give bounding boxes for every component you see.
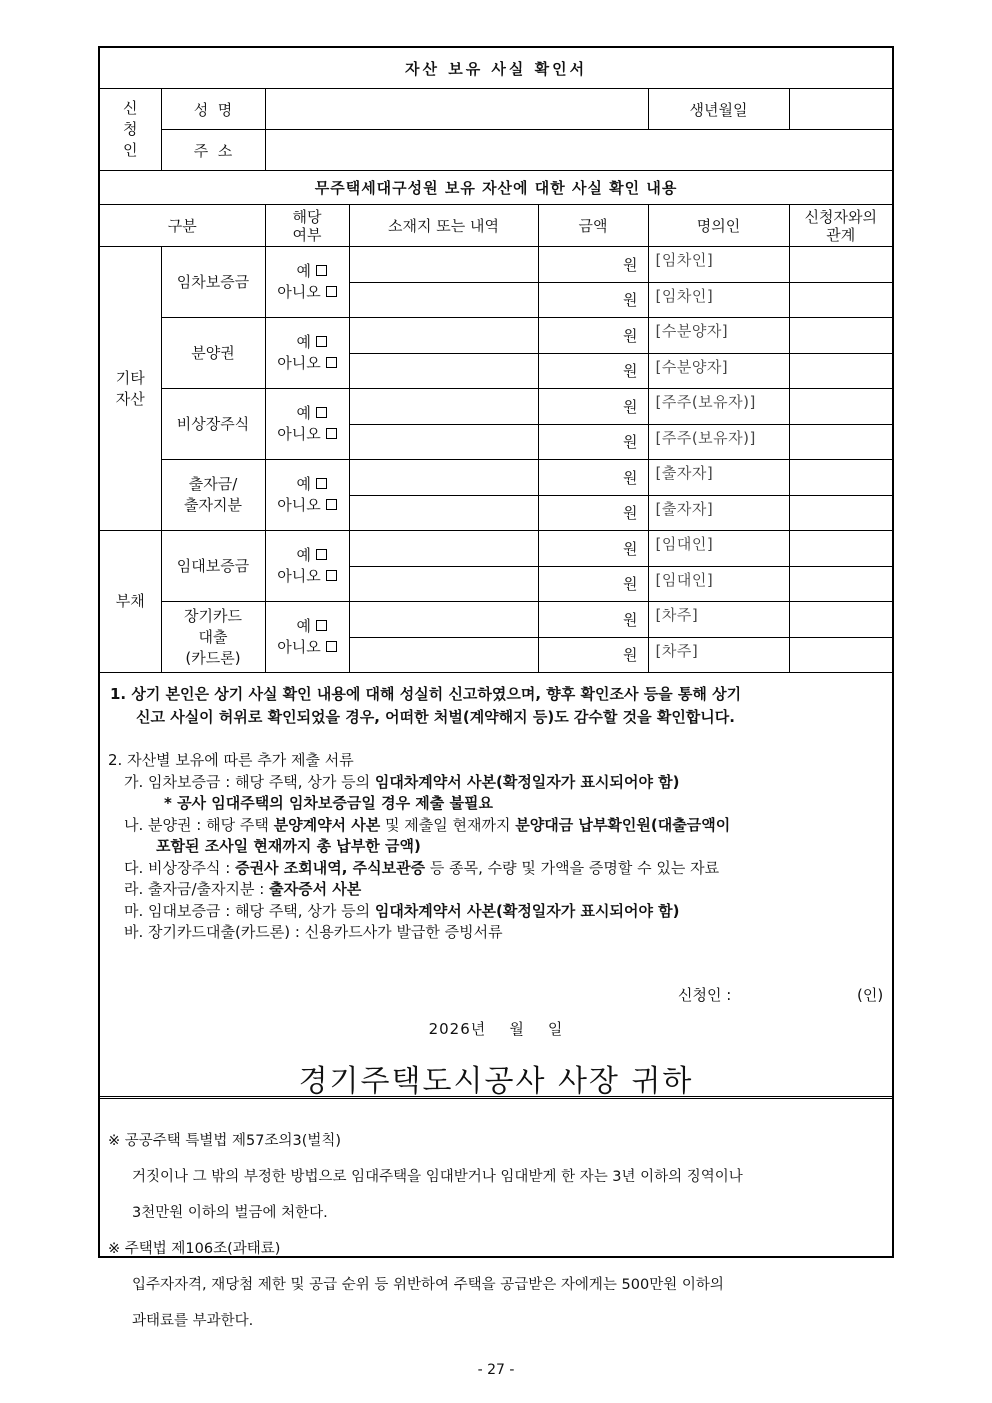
asset-type-label: 출자금/ 출자지분: [161, 460, 265, 531]
doc-da: [108, 858, 883, 880]
no-checkbox[interactable]: [326, 499, 337, 510]
doc-na-bold-2: 분양대금 납부확인원(대출금액이: [515, 815, 731, 834]
asset-type-label: 임대보증금: [161, 531, 265, 602]
yes-checkbox[interactable]: [316, 336, 327, 347]
location-field[interactable]: [349, 495, 538, 531]
location-field[interactable]: [349, 424, 538, 460]
no-option[interactable]: [266, 495, 349, 516]
holder-field[interactable]: [수분양자]: [648, 353, 789, 389]
group-other-assets: 기타 자산: [100, 247, 161, 531]
seal-mark[interactable]: (인): [857, 986, 884, 1004]
no-option[interactable]: [266, 424, 349, 445]
law-2-body-a: 입주자자격, 재당첨 제한 및 공급 순위 등 위반하여 주택을 공급받은 자에게는 500만원 이하의: [132, 1276, 724, 1293]
no-label: 아니오: [277, 283, 321, 301]
amount-field[interactable]: 원: [538, 282, 648, 318]
no-label: 아니오: [277, 496, 321, 514]
birth-label: 생년월일: [648, 89, 789, 130]
amount-field[interactable]: 원: [538, 318, 648, 354]
location-field[interactable]: [349, 318, 538, 354]
holder-field[interactable]: [출자자]: [648, 495, 789, 531]
holder-field[interactable]: [수분양자]: [648, 318, 789, 354]
no-label: 아니오: [277, 425, 321, 443]
doc-ga: [108, 772, 883, 794]
holder-field[interactable]: [출자자]: [648, 460, 789, 496]
amount-field[interactable]: 원: [538, 566, 648, 602]
location-field[interactable]: [349, 637, 538, 673]
yes-label: 예: [296, 262, 312, 280]
yes-option[interactable]: [266, 332, 349, 353]
no-checkbox[interactable]: [326, 286, 337, 297]
col-applicable: 해당 여부: [265, 205, 349, 247]
location-field[interactable]: [349, 460, 538, 496]
doc-ra-text: 라. 출자금/출자지분 :: [124, 880, 270, 898]
yes-label: 예: [296, 404, 312, 422]
law-2-title: ※ 주택법 제106조(과태료): [108, 1240, 281, 1257]
yes-checkbox[interactable]: [316, 407, 327, 418]
yes-option[interactable]: [266, 261, 349, 282]
date-line: 2026년 월 일: [428, 1020, 564, 1038]
location-field[interactable]: [349, 353, 538, 389]
relation-field[interactable]: [789, 247, 892, 283]
applicant-label: 신 청 인: [100, 89, 161, 171]
asset-type-label: 임차보증금: [161, 247, 265, 318]
doc-ra: [108, 879, 883, 901]
group-liabilities: 부채: [100, 531, 161, 673]
yes-option[interactable]: [266, 545, 349, 566]
location-field[interactable]: [349, 531, 538, 567]
relation-field[interactable]: [789, 566, 892, 602]
doc-ga-text: 가. 임차보증금 : 해당 주택, 상가 등의: [124, 772, 375, 791]
divider: [100, 1098, 892, 1099]
holder-field[interactable]: [주주(보유자)]: [648, 389, 789, 425]
doc-ga-note-text: * 공사 임대주택의 임차보증금일 경우 제출 불필요: [164, 794, 493, 812]
yes-label: 예: [296, 333, 312, 351]
applicable-choice: [265, 247, 349, 318]
holder-field[interactable]: [주주(보유자)]: [648, 424, 789, 460]
location-field[interactable]: [349, 282, 538, 318]
amount-field[interactable]: 원: [538, 495, 648, 531]
asset-row: [100, 602, 892, 638]
document-list: [108, 750, 883, 944]
doc-na-text: 나. 분양권 : 해당 주택: [124, 815, 274, 834]
no-label: 아니오: [277, 567, 321, 585]
yes-label: 예: [296, 475, 312, 493]
no-option[interactable]: [266, 353, 349, 374]
applicable-choice: [265, 602, 349, 673]
birth-field[interactable]: [789, 89, 892, 130]
holder-field[interactable]: [차주]: [648, 602, 789, 638]
doc-ma: [108, 901, 883, 923]
no-option[interactable]: [266, 566, 349, 587]
yes-label: 예: [296, 617, 312, 635]
no-option[interactable]: [266, 637, 349, 658]
declaration-line-1: 1. 상기 본인은 상기 사실 확인 내용에 대해 성실히 신고하였으며, 향후 확인조사 등을 통해 상기: [110, 685, 742, 703]
documents-title: 2. 자산별 보유에 따른 추가 제출 서류: [108, 751, 354, 769]
form-title: 자산 보유 사실 확인서: [100, 48, 892, 89]
no-option[interactable]: [266, 282, 349, 303]
asset-row: [100, 318, 892, 354]
law-2-body-b: 과태료를 부과한다.: [132, 1312, 254, 1329]
location-field[interactable]: [349, 566, 538, 602]
name-label: 성 명: [161, 89, 265, 130]
asset-row: [100, 460, 892, 496]
page-number: - 27 -: [477, 1362, 515, 1378]
address-field[interactable]: [265, 130, 892, 171]
yes-option[interactable]: [266, 616, 349, 637]
location-field[interactable]: [349, 389, 538, 425]
amount-field[interactable]: 원: [538, 460, 648, 496]
law-1-body-b: 3천만원 이하의 벌금에 처한다.: [132, 1204, 328, 1221]
col-category: 구분: [100, 205, 265, 247]
amount-field[interactable]: 원: [538, 247, 648, 283]
yes-checkbox[interactable]: [316, 620, 327, 631]
doc-ba: 바. 장기카드대출(카드론) : 신용카드사가 발급한 증빙서류: [124, 923, 503, 941]
asset-row: [100, 247, 892, 283]
yes-option[interactable]: [266, 474, 349, 495]
addressee: 경기주택도시공사 사장 귀하: [298, 1064, 694, 1099]
relation-field[interactable]: [789, 495, 892, 531]
asset-type-label: 분양권: [161, 318, 265, 389]
address-label: 주 소: [161, 130, 265, 171]
doc-na-text-2: 및 제출일 현재까지: [380, 815, 516, 834]
relation-field[interactable]: [789, 282, 892, 318]
asset-row: [100, 531, 892, 567]
relation-field[interactable]: [789, 353, 892, 389]
relation-field[interactable]: [789, 531, 892, 567]
yes-checkbox[interactable]: [316, 478, 327, 489]
doc-ra-bold: 출자증서 사본: [269, 880, 362, 898]
doc-na-bold-1: 분양계약서 사본: [273, 815, 381, 834]
section-title: 무주택세대구성원 보유 자산에 대한 사실 확인 내용: [100, 171, 892, 205]
relation-field[interactable]: [789, 602, 892, 638]
holder-field[interactable]: [임대인]: [648, 531, 789, 567]
applicable-choice: [265, 318, 349, 389]
no-checkbox[interactable]: [326, 428, 337, 439]
doc-na-cont: [108, 836, 883, 858]
declaration: [110, 683, 880, 729]
location-field[interactable]: [349, 247, 538, 283]
asset-confirmation-form: [98, 46, 894, 1329]
amount-field[interactable]: 원: [538, 637, 648, 673]
amount-field[interactable]: 원: [538, 602, 648, 638]
holder-field[interactable]: [차주]: [648, 637, 789, 673]
no-checkbox[interactable]: [326, 570, 337, 581]
doc-ma-text: 마. 임대보증금 : 해당 주택, 상가 등의: [124, 901, 375, 920]
yes-option[interactable]: [266, 403, 349, 424]
relation-field[interactable]: [789, 637, 892, 673]
relation-field[interactable]: [789, 424, 892, 460]
asset-type-label: 장기카드 대출 (카드론): [161, 602, 265, 673]
col-relation: 신청자와의 관계: [789, 205, 892, 247]
yes-checkbox[interactable]: [316, 265, 327, 276]
law-1-body-a: 거짓이나 그 밖의 부정한 방법으로 임대주택을 임대받거나 임대받게 한 자는 3년 이하의 징역이나: [132, 1168, 743, 1185]
col-location: 소재지 또는 내역: [349, 205, 538, 247]
doc-na: [108, 815, 883, 837]
form-table: [100, 48, 892, 673]
law-notice: [108, 1116, 888, 1347]
no-label: 아니오: [277, 354, 321, 372]
col-amount: 금액: [538, 205, 648, 247]
amount-field[interactable]: 원: [538, 389, 648, 425]
relation-field[interactable]: [789, 460, 892, 496]
applicable-choice: [265, 531, 349, 602]
doc-ga-note: [108, 793, 883, 815]
no-label: 아니오: [277, 638, 321, 656]
law-1-title: ※ 공공주택 특별법 제57조의3(벌칙): [108, 1132, 342, 1149]
amount-field[interactable]: 원: [538, 353, 648, 389]
doc-da-text-2: 등 종목, 수량 및 가액을 증명할 수 있는 자료: [425, 858, 720, 877]
amount-field[interactable]: 원: [538, 424, 648, 460]
declaration-line-2: 신고 사실이 허위로 확인되었을 경우, 어떠한 처벌(계약해지 등)도 감수할 것을 확인합니다.: [136, 708, 735, 726]
applicable-choice: [265, 389, 349, 460]
amount-field[interactable]: 원: [538, 531, 648, 567]
doc-da-bold: 증권사 조회내역, 주식보관증: [235, 858, 426, 877]
location-field[interactable]: [349, 602, 538, 638]
relation-field[interactable]: [789, 318, 892, 354]
holder-field[interactable]: [임차인]: [648, 282, 789, 318]
relation-field[interactable]: [789, 389, 892, 425]
asset-type-label: 비상장주식: [161, 389, 265, 460]
holder-field[interactable]: [임차인]: [648, 247, 789, 283]
doc-da-text: 다. 비상장주식 :: [124, 858, 236, 877]
name-field[interactable]: [265, 89, 648, 130]
doc-na-bold-3: 포함된 조사일 현재까지 총 납부한 금액): [156, 837, 421, 855]
yes-label: 예: [296, 546, 312, 564]
no-checkbox[interactable]: [326, 641, 337, 652]
doc-ga-bold: 임대차계약서 사본(확정일자가 표시되어야 함): [374, 772, 680, 791]
asset-row: [100, 389, 892, 425]
holder-field[interactable]: [임대인]: [648, 566, 789, 602]
no-checkbox[interactable]: [326, 357, 337, 368]
applicant-sign-label: 신청인 :: [678, 986, 732, 1004]
col-holder: 명의인: [648, 205, 789, 247]
doc-ma-bold: 임대차계약서 사본(확정일자가 표시되어야 함): [374, 901, 680, 920]
yes-checkbox[interactable]: [316, 549, 327, 560]
applicable-choice: [265, 460, 349, 531]
